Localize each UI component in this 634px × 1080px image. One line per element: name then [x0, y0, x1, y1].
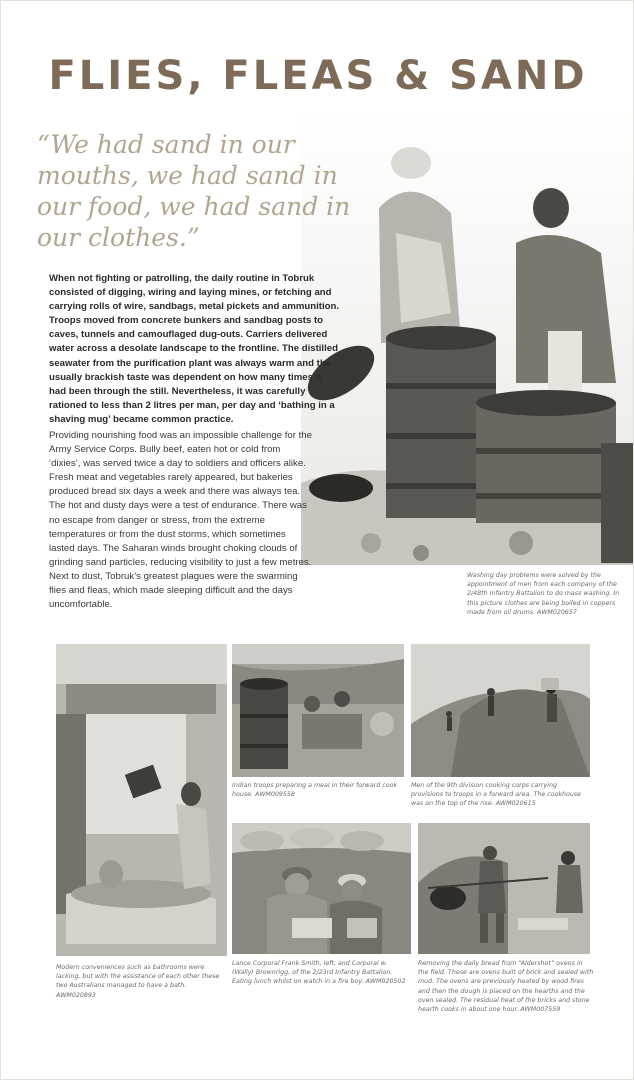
panel-title: FLIES, FLEAS & SAND	[48, 53, 588, 99]
caption-bath: Modern conveniences such as bathrooms were lacking, but with the assistance of each other these two Australians managed to have a bath. AWM020893	[56, 964, 220, 999]
photo-provisions	[411, 644, 590, 777]
caption-cookhouse: Indian troops preparing a meal in their forward cook house. AWM009558	[232, 782, 398, 799]
caption-washing: Washing day problems were solved by the appointment of men from each company of the 2/48th Infantry Battalion to do mass washing. In this picture clothes are being boiled in coppers made from oil drums. AWM020657	[467, 572, 620, 616]
photo-bath	[56, 644, 227, 956]
caption-bread: Removing the daily bread from “Aldershot” ovens in the field. These are ovens built of brick and sealed with mud. The ovens are previously heated by wood fires and then the dough is placed on the hearths and the oven sealed. The residual heat of the bricks and stone hearth cooks in about one hour. AWM007559	[418, 960, 594, 1014]
caption-lunch: Lance Corporal Frank Smith, left, and Corporal w. (Wally) Brownrigg, of the 2/23rd Infantry Battalion. Eating lunch whilst on watch in a fire boy. AWM020502	[232, 960, 406, 986]
caption-provisions: Men of the 9th division cooking corps carrying provisions to troops in a forward area. The cookhouse was on the top of the rise. AWM020615	[411, 782, 581, 808]
body-paragraph-2: Providing nourishing food was an impossible challenge for the Army Service Corps. Bully beef, eaten hot or cold from ‘dixies’, was served twice a day to soldiers and officers alike. Fresh meat and vegetables rarely appeared, but bakeries produced bread six days a week and there was always tea. The hot and dusty days were a test of endurance. There was no escape from danger or stress, from the extreme temperatures or from the dust storms, which sometimes lasted days. The Saharan winds brought choking clouds of grinding sand particles, reducing visibility to just a few metres. Next to dust, Tobruk’s greatest plagues were the swarming flies and fleas, which made sleeping difficult and the days uncomfortable.	[49, 430, 312, 611]
photo-bread	[418, 823, 590, 954]
photo-cookhouse	[232, 644, 404, 777]
pull-quote: “We had sand in our mouths, we had sand in our food, we had sand in our clothes.”	[37, 130, 351, 252]
body-paragraph-1: When not fighting or patrolling, the daily routine in Tobruk consisted of digging, wiring and laying mines, or fetching and carrying rolls of wire, sandbags, metal pickets and ammunition. Troops moved from concrete bunkers and sandbag posts to caves, tunnels and camouflaged dug-outs. Carriers delivered water across a desolate landscape to the frontline. The distilled seawater from the purification plant was always warm and the usually brackish taste was dependent on how many times it had been through the still. Nevertheless, it was carefully rationed to less than 2 litres per man, per day and ‘bathing in a shaving mug’ became common practice.	[49, 273, 340, 425]
photo-lunch	[232, 823, 411, 954]
